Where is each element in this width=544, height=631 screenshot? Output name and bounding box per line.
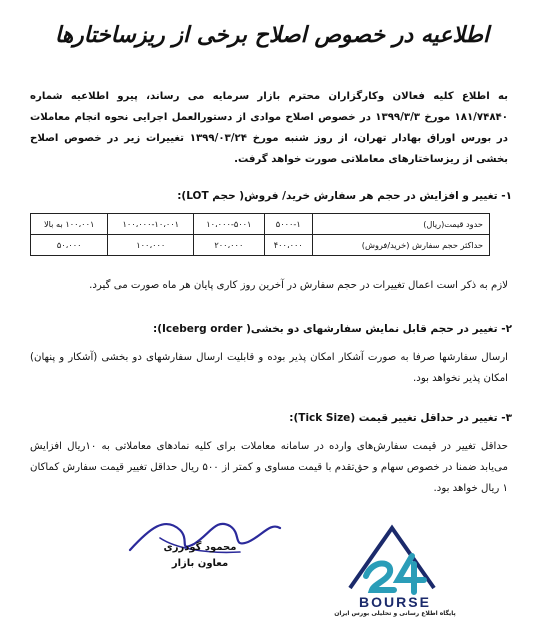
table-cell: ۲۰۰،۰۰۰ (194, 235, 264, 256)
table-row-label: حداکثر حجم سفارش (خرید/فروش) (313, 235, 490, 256)
logo-wordmark: BOURSE (359, 594, 431, 610)
signer-name: محمود گودرزی (163, 542, 237, 553)
table-row (31, 235, 490, 256)
logo-caption: پایگاه اطلاع رسانی و تحلیلی بورس ایران (334, 610, 456, 617)
table-cell: ۱۰۰،۰۰۰-۱۰،۰۰۱ (108, 214, 194, 235)
signature-block (140, 540, 260, 572)
page-title: اطلاعیه در خصوص اصلاح برخی از ریزساختارها (54, 22, 490, 48)
table-cell: ۵۰،۰۰۰ (31, 235, 108, 256)
table-cell: ۱۰۰،۰۰۱ به بالا (31, 214, 108, 235)
lot-size-table (30, 213, 490, 256)
table-row-label: حدود قیمت(ریال) (313, 214, 490, 235)
table-cell: ۱۰،۰۰۰-۵۰۰۱ (194, 214, 264, 235)
section2-text: ارسال سفارشها صرفا به صورت آشکار امکان پذیر بوده و قابلیت ارسال سفارشهای دو بخشی (آشکار و پنهان) امکان پذیر نخواهد بود. (30, 352, 508, 384)
section3-heading: ۳- تغییر در حداقل تغییر قیمت (Tick Size): (289, 412, 512, 424)
table-cell: ۵۰۰۰-۱ (264, 214, 313, 235)
table-cell: ۱۰۰،۰۰۰ (108, 235, 194, 256)
table-row (31, 214, 490, 235)
section3-text: حداقل تغییر در قیمت سفارش‌های وارده در سامانه معاملات برای کلیه نمادهای معاملاتی به ۱۰ریال افزایش می‌یابد ضمنا در خصوص سهام و حق‌تقدم با قیمت مساوی و کمتر از ۵۰۰ ریال حداقل تغییر قیمت سفارش کماکان ۱ ریال خواهد بود. (30, 441, 508, 494)
table-cell: ۴۰۰،۰۰۰ (264, 235, 313, 256)
section2-heading: ۲- تغییر در حجم قابل نمایش سفارشهای دو بخشی( Iceberg order): (153, 323, 512, 335)
section1-note: لازم به ذکر است اعمال تغییرات در حجم سفارش در آخرین روز کاری پایان هر ماه صورت می گیرد. (89, 280, 508, 291)
section1-heading: ۱- تغییر و افزایش در حجم هر سفارش خرید/ فروش( حجم LOT): (177, 190, 512, 202)
intro-paragraph: به اطلاع کلیه فعالان وکارگزاران محترم بازار سرمایه می رساند، پیرو اطلاعیه شماره ۱۸۱/۷۴۸۴۰ مورخ ۱۳۹۹/۳/۳ در خصوص اصلاح موادی از دستورالعمل اجرایی نحوه انجام معاملات در بورس اوراق بهادار تهران، از روز شنبه مورخ ۱۳۹۹/۰۳/۲۴ تغییرات زیر در خصوص اصلاح بخشی از ریزساختارهای معاملاتی صورت خواهد گرفت. (30, 91, 508, 165)
signer-role: معاون بازار (171, 558, 229, 569)
